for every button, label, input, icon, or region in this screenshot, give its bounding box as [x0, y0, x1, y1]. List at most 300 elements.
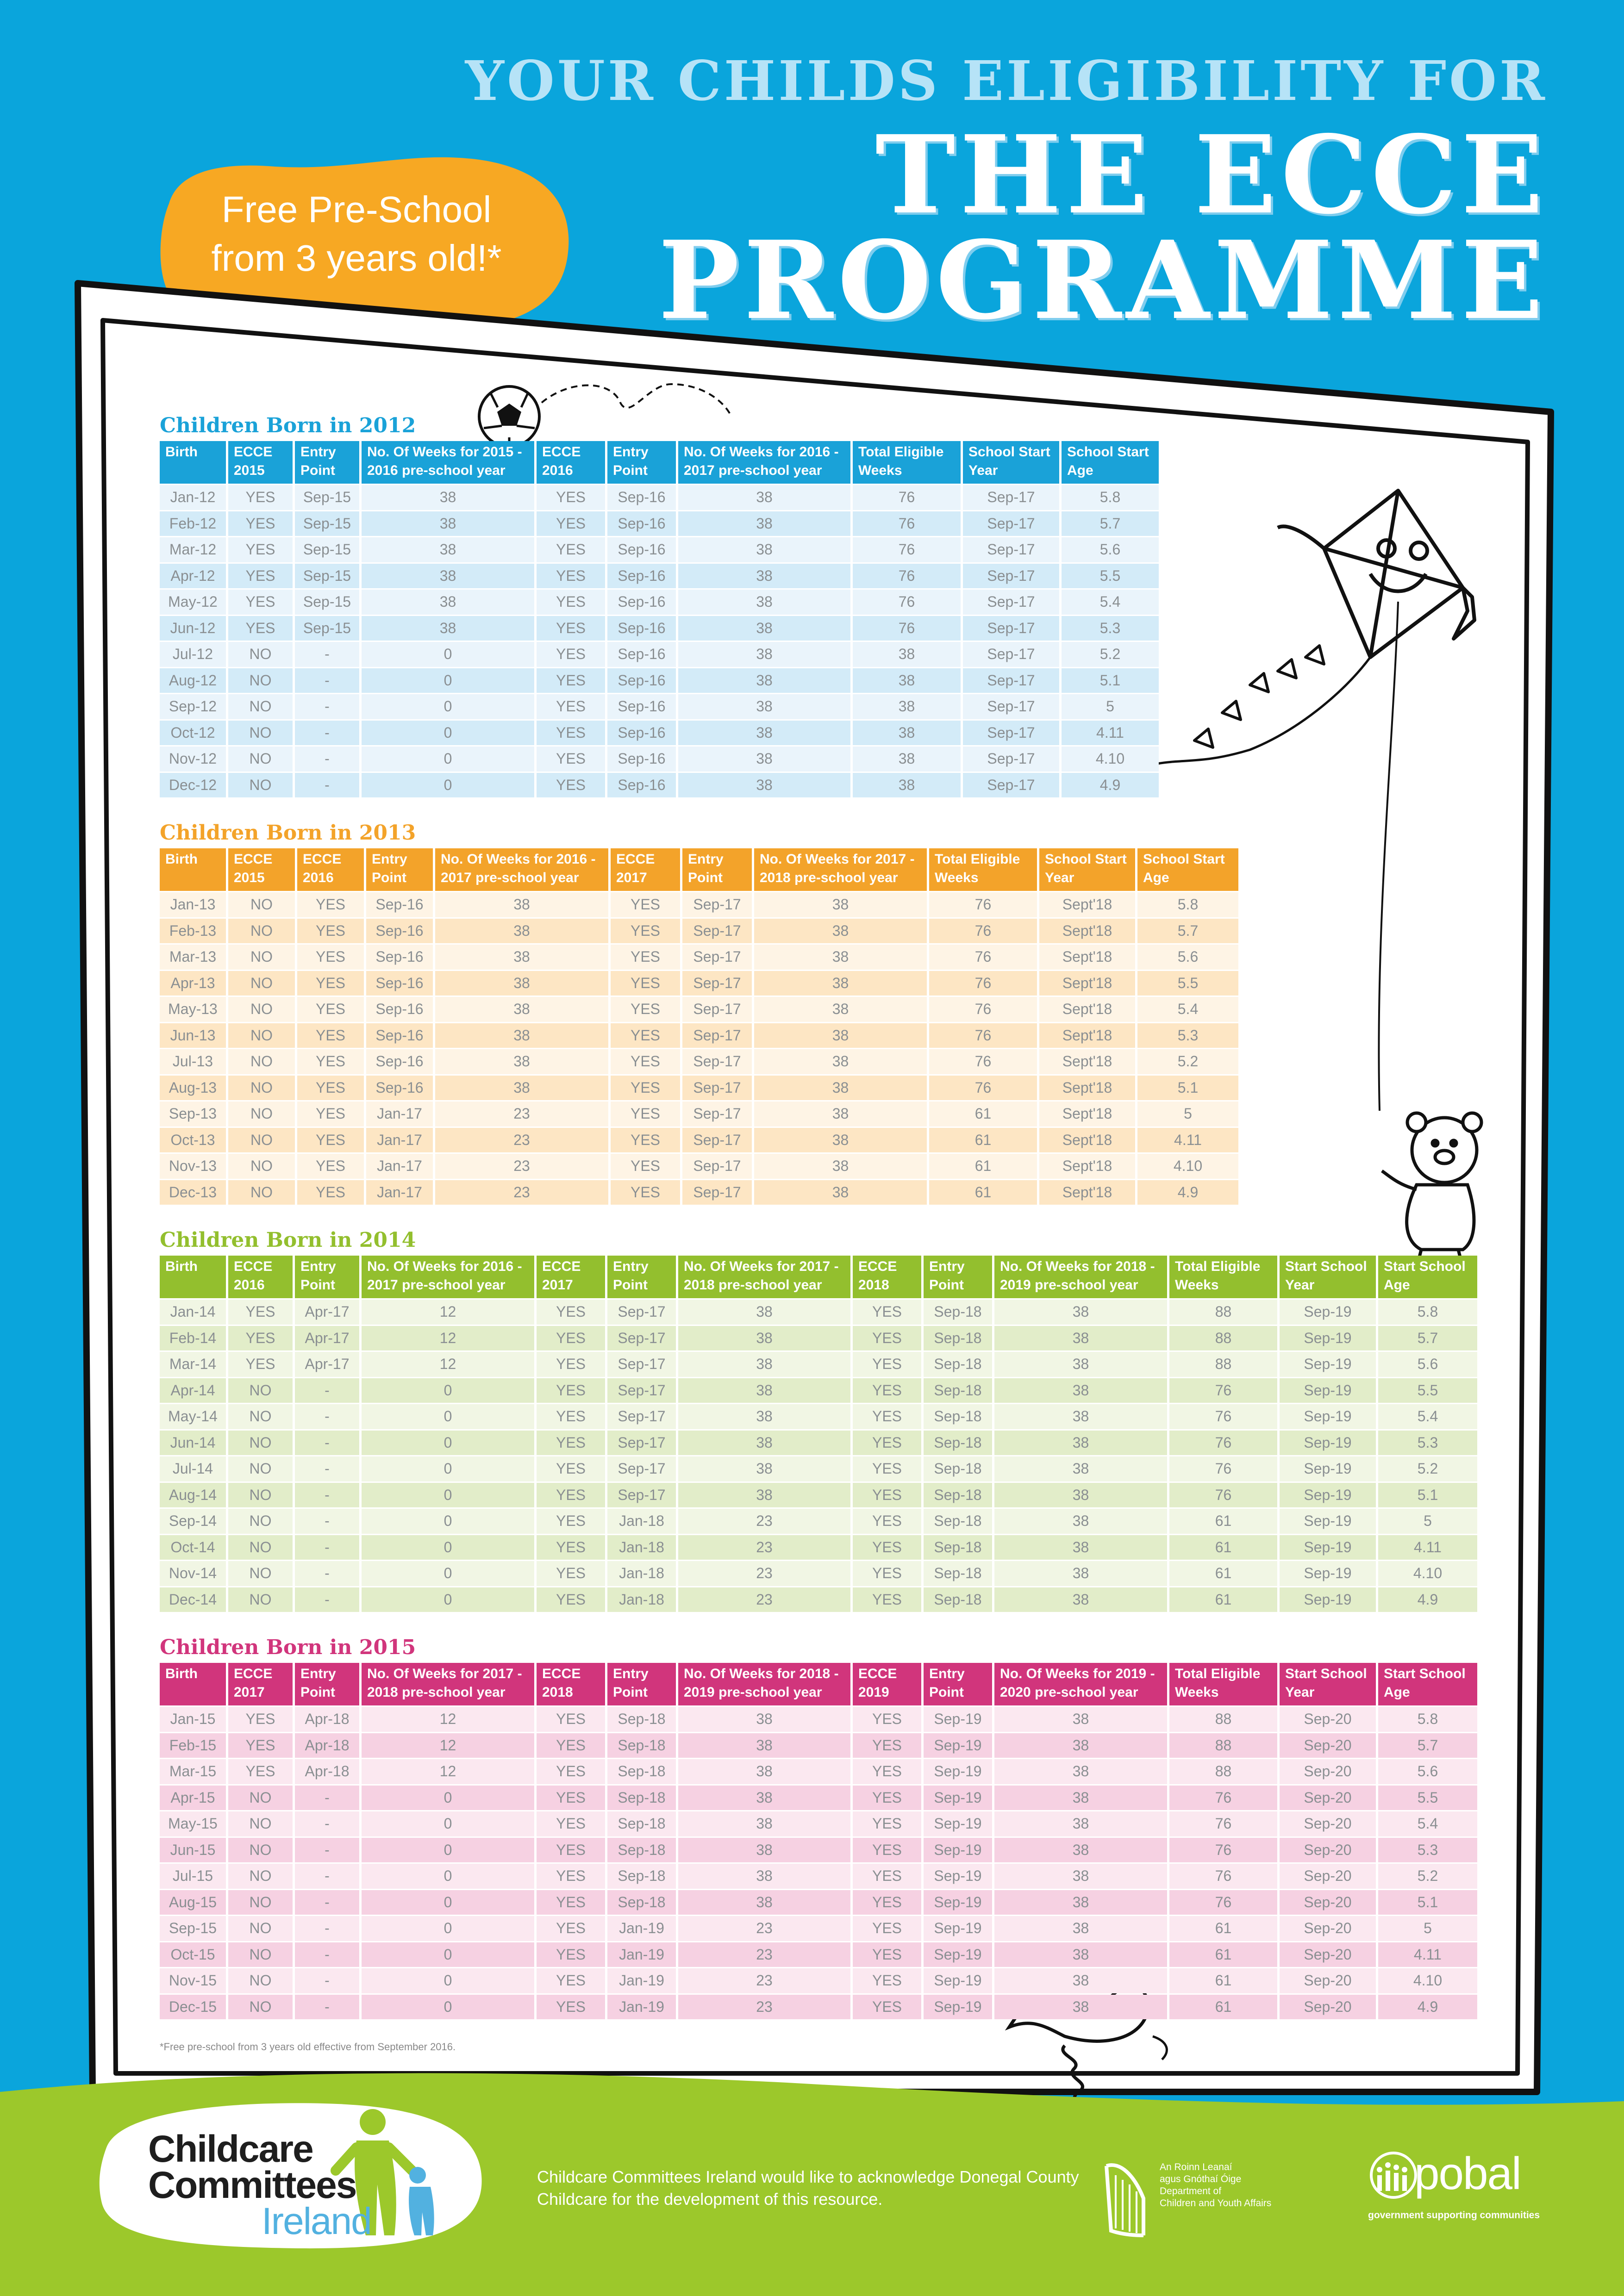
table-cell: YES: [853, 1942, 921, 1967]
table-cell: -: [295, 1561, 359, 1586]
table-cell: 4.10: [1378, 1968, 1477, 1993]
table-cell: Oct-15: [160, 1942, 226, 1967]
table-cell: YES: [537, 1509, 605, 1534]
table-cell: Sep-16: [607, 721, 676, 746]
table-cell: Sept'18: [1039, 1128, 1135, 1153]
table-cell: YES: [297, 997, 364, 1022]
table-cell: 38: [994, 1561, 1167, 1586]
table-cell: NO: [228, 1049, 295, 1074]
table-cell: 88: [1169, 1759, 1277, 1784]
table-cell: YES: [853, 1456, 921, 1481]
table-cell: Jan-18: [607, 1509, 676, 1534]
table-cell: Aug-15: [160, 1890, 226, 1915]
table-cell: 5: [1137, 1101, 1238, 1126]
table-cell: 38: [678, 747, 850, 772]
table-cell: 4.11: [1062, 721, 1159, 746]
table-cell: 76: [1169, 1890, 1277, 1915]
table-cell: 5.3: [1137, 1023, 1238, 1048]
section-title: Children Born in 2014: [160, 1228, 416, 1252]
table-cell: Sep-18: [924, 1509, 992, 1534]
table-cell: Mar-13: [160, 945, 226, 970]
table-cell: 76: [853, 590, 961, 615]
table-cell: YES: [537, 485, 605, 510]
table-cell: YES: [228, 1326, 293, 1351]
table-cell: Sept'18: [1039, 945, 1135, 970]
table-cell: YES: [537, 1483, 605, 1508]
table-cell: 5.2: [1062, 642, 1159, 667]
table-cell: 38: [994, 1838, 1167, 1863]
column-header: Entry Point: [607, 1663, 676, 1705]
table-cell: 38: [362, 485, 534, 510]
table-cell: Sep-17: [682, 1049, 752, 1074]
table-cell: Sep-19: [924, 1890, 992, 1915]
table-cell: YES: [228, 564, 293, 589]
table-cell: Sep-18: [607, 1811, 676, 1836]
column-header: Start School Year: [1280, 1256, 1376, 1298]
table-cell: 76: [853, 485, 961, 510]
table-cell: Sep-17: [963, 721, 1059, 746]
table-cell: Sep-19: [924, 1707, 992, 1732]
table-cell: 5.5: [1378, 1786, 1477, 1811]
table-cell: 38: [994, 1483, 1167, 1508]
table-cell: NO: [228, 1404, 293, 1429]
column-header: ECCE 2017: [228, 1663, 293, 1705]
table-cell: Jan-14: [160, 1300, 226, 1325]
table-cell: 76: [1169, 1378, 1277, 1403]
acknowledgement-text: Childcare Committees Ireland would like to acknowledge Donegal County Childcare for the development of this resource.: [537, 2167, 1079, 2209]
table-cell: 76: [929, 892, 1037, 917]
table-cell: Sep-15: [295, 590, 359, 615]
table-cell: 76: [853, 564, 961, 589]
table-cell: Sep-16: [607, 642, 676, 667]
table-cell: YES: [537, 616, 605, 641]
column-header: No. Of Weeks for 2015 - 2016 pre-school year: [362, 441, 534, 484]
table-cell: YES: [537, 1352, 605, 1377]
table-cell: 38: [994, 1509, 1167, 1534]
table-cell: YES: [537, 1535, 605, 1560]
table-cell: YES: [853, 1509, 921, 1534]
table-cell: 76: [929, 945, 1037, 970]
column-header: No. Of Weeks for 2018 - 2019 pre-school year: [678, 1663, 850, 1705]
table-cell: YES: [537, 590, 605, 615]
table-cell: -: [295, 1811, 359, 1836]
table-cell: 23: [435, 1180, 608, 1205]
table-cell: 38: [754, 1154, 927, 1179]
table-cell: NO: [228, 694, 293, 719]
table-cell: Sep-16: [366, 1076, 433, 1101]
table-cell: Sep-17: [682, 997, 752, 1022]
table-cell: Apr-14: [160, 1378, 226, 1403]
table-cell: 76: [929, 1049, 1037, 1074]
table-cell: YES: [853, 1483, 921, 1508]
table-cell: Oct-14: [160, 1535, 226, 1560]
table-cell: Apr-13: [160, 971, 226, 996]
column-header: No. Of Weeks for 2018 - 2019 pre-school year: [994, 1256, 1167, 1298]
table-cell: Apr-17: [295, 1300, 359, 1325]
table-cell: 38: [754, 1101, 927, 1126]
table-cell: 5: [1062, 694, 1159, 719]
table-cell: Oct-12: [160, 721, 226, 746]
footnote: *Free pre-school from 3 years old effective from September 2016.: [160, 2041, 456, 2053]
table-cell: Sep-18: [607, 1759, 676, 1784]
table-cell: Jan-18: [607, 1535, 676, 1560]
department-logo-text: [1160, 2161, 1345, 2209]
table-cell: Sep-16: [607, 485, 676, 510]
table-cell: YES: [228, 616, 293, 641]
table-cell: NO: [228, 971, 295, 996]
table-cell: Sep-17: [682, 1023, 752, 1048]
table-cell: NO: [228, 1154, 295, 1179]
table-cell: YES: [537, 1942, 605, 1967]
table-cell: 5.3: [1378, 1838, 1477, 1863]
column-header: ECCE 2017: [611, 848, 680, 891]
column-header: Entry Point: [295, 1256, 359, 1298]
table-cell: 0: [362, 1404, 534, 1429]
table-cell: Sep-19: [924, 1786, 992, 1811]
table-cell: YES: [537, 1431, 605, 1456]
table-cell: 23: [435, 1101, 608, 1126]
table-cell: YES: [853, 1707, 921, 1732]
table-cell: 38: [435, 1076, 608, 1101]
table-cell: Jan-19: [607, 1942, 676, 1967]
table-cell: YES: [537, 1707, 605, 1732]
table-cell: Feb-13: [160, 919, 226, 944]
table-cell: -: [295, 747, 359, 772]
table-cell: 38: [435, 892, 608, 917]
table-cell: YES: [297, 1049, 364, 1074]
table-cell: 61: [1169, 1587, 1277, 1612]
table-cell: 5.1: [1378, 1483, 1477, 1508]
table-cell: 0: [362, 1509, 534, 1534]
table-cell: YES: [853, 1378, 921, 1403]
table-cell: Aug-12: [160, 668, 226, 693]
table-cell: Sep-17: [963, 485, 1059, 510]
table-cell: Apr-17: [295, 1326, 359, 1351]
table-cell: 38: [853, 747, 961, 772]
table-cell: Sep-17: [607, 1431, 676, 1456]
table-cell: Sep-19: [1280, 1352, 1376, 1377]
column-header: No. Of Weeks for 2016 - 2017 pre-school year: [362, 1256, 534, 1298]
table-cell: -: [295, 642, 359, 667]
table-cell: 76: [853, 511, 961, 536]
table-cell: 4.11: [1378, 1942, 1477, 1967]
table-cell: NO: [228, 1942, 293, 1967]
table-cell: YES: [537, 721, 605, 746]
column-header: Entry Point: [366, 848, 433, 891]
table-cell: YES: [537, 668, 605, 693]
table-cell: 5.8: [1062, 485, 1159, 510]
table-cell: Nov-12: [160, 747, 226, 772]
table-cell: 38: [435, 919, 608, 944]
table-cell: 38: [678, 668, 850, 693]
table-cell: Sep-19: [924, 1733, 992, 1758]
table-cell: 4.11: [1378, 1535, 1477, 1560]
table-cell: Sep-17: [607, 1352, 676, 1377]
table-cell: Sep-20: [1280, 1916, 1376, 1941]
table-cell: 38: [435, 1023, 608, 1048]
column-header: ECCE 2019: [853, 1663, 921, 1705]
table-cell: 0: [362, 721, 534, 746]
table-cell: 76: [1169, 1404, 1277, 1429]
table-cell: Sep-17: [607, 1404, 676, 1429]
table-cell: May-15: [160, 1811, 226, 1836]
table-cell: Apr-17: [295, 1352, 359, 1377]
table-cell: Sept'18: [1039, 1154, 1135, 1179]
table-cell: YES: [611, 892, 680, 917]
table-cell: 38: [362, 616, 534, 641]
column-header: Total Eligible Weeks: [1169, 1256, 1277, 1298]
table-cell: Sep-17: [963, 694, 1059, 719]
column-header: Birth: [160, 441, 226, 484]
table-cell: 76: [853, 537, 961, 562]
table-cell: YES: [297, 1180, 364, 1205]
table-cell: 61: [1169, 1995, 1277, 2020]
table-cell: Dec-13: [160, 1180, 226, 1205]
table-cell: 23: [435, 1154, 608, 1179]
table-cell: NO: [228, 1561, 293, 1586]
table-cell: YES: [537, 1968, 605, 1993]
table-cell: 12: [362, 1733, 534, 1758]
table-cell: 4.9: [1378, 1587, 1477, 1612]
table-cell: 38: [754, 892, 927, 917]
pobal-tagline: government supporting communities: [1368, 2210, 1540, 2221]
table-cell: 0: [362, 1890, 534, 1915]
table-cell: -: [295, 1378, 359, 1403]
table-cell: Sep-12: [160, 694, 226, 719]
table-cell: 38: [362, 537, 534, 562]
table-cell: Sep-16: [607, 747, 676, 772]
table-cell: Sep-20: [1280, 1995, 1376, 2020]
column-header: Birth: [160, 1663, 226, 1705]
column-header: ECCE 2016: [228, 1256, 293, 1298]
table-cell: Sep-17: [607, 1483, 676, 1508]
table-cell: Oct-13: [160, 1128, 226, 1153]
table-cell: 38: [994, 1707, 1167, 1732]
table-cell: 23: [678, 1995, 850, 2020]
dept-line4: Children and Youth Affairs: [1160, 2198, 1272, 2209]
table-cell: NO: [228, 642, 293, 667]
table-cell: Jan-17: [366, 1154, 433, 1179]
table-cell: Apr-18: [295, 1707, 359, 1732]
column-header: School Start Year: [1039, 848, 1135, 891]
table-cell: 38: [678, 1707, 850, 1732]
table-cell: YES: [611, 997, 680, 1022]
table-cell: 4.9: [1137, 1180, 1238, 1205]
table-cell: Sep-19: [924, 1942, 992, 1967]
cci-line3: Ireland: [262, 2200, 371, 2242]
table-cell: YES: [537, 1759, 605, 1784]
column-header: Total Eligible Weeks: [1169, 1663, 1277, 1705]
table-cell: YES: [228, 485, 293, 510]
table-cell: YES: [611, 1101, 680, 1126]
table-cell: 0: [362, 1995, 534, 2020]
table-cell: 38: [362, 511, 534, 536]
column-header: Entry Point: [295, 1663, 359, 1705]
table-cell: NO: [228, 1180, 295, 1205]
table-cell: YES: [853, 1864, 921, 1889]
table-cell: Jan-19: [607, 1968, 676, 1993]
table-cell: 12: [362, 1300, 534, 1325]
table-cell: 23: [678, 1535, 850, 1560]
table-cell: Sep-18: [924, 1352, 992, 1377]
table-cell: 38: [994, 1811, 1167, 1836]
table-cell: Sep-19: [1280, 1326, 1376, 1351]
table-cell: Sept'18: [1039, 1180, 1135, 1205]
table-cell: 38: [994, 1890, 1167, 1915]
table-cell: Sep-15: [295, 616, 359, 641]
table-cell: 38: [678, 1811, 850, 1836]
table-cell: 38: [994, 1352, 1167, 1377]
table-cell: 76: [929, 971, 1037, 996]
table-cell: YES: [611, 1023, 680, 1048]
table-cell: 38: [754, 971, 927, 996]
table-cell: 4.10: [1137, 1154, 1238, 1179]
table-cell: YES: [228, 590, 293, 615]
table-cell: Apr-12: [160, 564, 226, 589]
table-cell: Jul-15: [160, 1864, 226, 1889]
table-cell: YES: [611, 971, 680, 996]
table-cell: YES: [537, 1378, 605, 1403]
table-cell: 5: [1378, 1916, 1477, 1941]
column-header: Entry Point: [924, 1256, 992, 1298]
table-cell: YES: [853, 1561, 921, 1586]
table-cell: YES: [228, 537, 293, 562]
table-cell: 0: [362, 1864, 534, 1889]
table-cell: Sep-19: [1280, 1483, 1376, 1508]
table-cell: Nov-13: [160, 1154, 226, 1179]
table-cell: -: [295, 1483, 359, 1508]
table-cell: Sep-17: [607, 1378, 676, 1403]
column-header: Start School Year: [1280, 1663, 1376, 1705]
table-cell: Sep-18: [607, 1786, 676, 1811]
table-cell: NO: [228, 1128, 295, 1153]
dept-line1: An Roinn Leanaí: [1160, 2162, 1232, 2172]
table-cell: 0: [362, 1916, 534, 1941]
table-cell: YES: [537, 1786, 605, 1811]
table-cell: YES: [853, 1587, 921, 1612]
table-cell: Sep-20: [1280, 1759, 1376, 1784]
table-cell: Sep-17: [963, 590, 1059, 615]
column-header: Entry Point: [682, 848, 752, 891]
table-cell: 61: [929, 1101, 1037, 1126]
table-cell: May-13: [160, 997, 226, 1022]
table-cell: 0: [362, 1811, 534, 1836]
table-cell: Sep-16: [366, 1049, 433, 1074]
table-cell: 38: [754, 945, 927, 970]
table-cell: Sep-15: [295, 485, 359, 510]
table-cell: Sep-13: [160, 1101, 226, 1126]
table-cell: Sep-16: [607, 511, 676, 536]
table-cell: 38: [435, 1049, 608, 1074]
table-cell: 38: [994, 1456, 1167, 1481]
table-cell: 76: [1169, 1483, 1277, 1508]
table-cell: 38: [362, 564, 534, 589]
table-cell: YES: [853, 1995, 921, 2020]
table-cell: YES: [537, 1890, 605, 1915]
table-cell: 23: [678, 1561, 850, 1586]
table-cell: Jan-19: [607, 1995, 676, 2020]
column-header: No. Of Weeks for 2017 - 2018 pre-school year: [362, 1663, 534, 1705]
table-cell: 38: [435, 997, 608, 1022]
table-cell: 5.6: [1378, 1352, 1477, 1377]
table-cell: YES: [537, 642, 605, 667]
table-cell: Sep-19: [924, 1995, 992, 2020]
table-cell: 0: [362, 694, 534, 719]
table-cell: NO: [228, 1890, 293, 1915]
table-cell: YES: [297, 945, 364, 970]
table-cell: -: [295, 773, 359, 798]
table-cell: YES: [537, 564, 605, 589]
table-cell: YES: [297, 1128, 364, 1153]
table-cell: Sept'18: [1039, 892, 1135, 917]
table-cell: 5.5: [1137, 971, 1238, 996]
table-cell: YES: [297, 1154, 364, 1179]
table-cell: 38: [678, 616, 850, 641]
table-cell: 38: [994, 1326, 1167, 1351]
table-cell: Mar-15: [160, 1759, 226, 1784]
table-cell: Sep-18: [924, 1535, 992, 1560]
table-cell: Sep-18: [924, 1300, 992, 1325]
table-cell: 38: [994, 1759, 1167, 1784]
section-title: Children Born in 2013: [160, 821, 416, 845]
column-header: No. Of Weeks for 2019 - 2020 pre-school year: [994, 1663, 1167, 1705]
table-cell: 38: [994, 1968, 1167, 1993]
table-cell: 38: [678, 694, 850, 719]
table-cell: 76: [929, 1076, 1037, 1101]
table-cell: Sep-17: [682, 1101, 752, 1126]
table-cell: -: [295, 1890, 359, 1915]
table-cell: 0: [362, 1838, 534, 1863]
column-header: School Start Year: [963, 441, 1059, 484]
table-cell: Sep-17: [963, 564, 1059, 589]
table-cell: 5.7: [1062, 511, 1159, 536]
table-cell: YES: [537, 1561, 605, 1586]
table-cell: Feb-14: [160, 1326, 226, 1351]
table-cell: Sept'18: [1039, 919, 1135, 944]
table-cell: YES: [537, 1587, 605, 1612]
table-cell: Sept'18: [1039, 971, 1135, 996]
table-cell: Sep-18: [924, 1431, 992, 1456]
table-cell: YES: [853, 1838, 921, 1863]
table-cell: 5.1: [1378, 1890, 1477, 1915]
table-cell: 23: [678, 1509, 850, 1534]
table-cell: Nov-15: [160, 1968, 226, 1993]
table-cell: 76: [929, 997, 1037, 1022]
table-cell: Jan-15: [160, 1707, 226, 1732]
table-cell: 38: [754, 1180, 927, 1205]
table-cell: 38: [754, 919, 927, 944]
table-cell: Sep-19: [1280, 1431, 1376, 1456]
table-cell: Sep-16: [607, 537, 676, 562]
table-cell: Jun-15: [160, 1838, 226, 1863]
table-cell: 38: [678, 1456, 850, 1481]
table-cell: -: [295, 1864, 359, 1889]
table-cell: 12: [362, 1759, 534, 1784]
table-cell: 61: [1169, 1942, 1277, 1967]
table-cell: 38: [678, 1352, 850, 1377]
table-cell: Sep-20: [1280, 1786, 1376, 1811]
table-cell: Sep-19: [1280, 1561, 1376, 1586]
table-cell: Sep-20: [1280, 1864, 1376, 1889]
table-cell: YES: [853, 1326, 921, 1351]
table-cell: 76: [1169, 1811, 1277, 1836]
table-cell: -: [295, 721, 359, 746]
table-cell: YES: [853, 1733, 921, 1758]
badge-line1: Free Pre-School: [221, 189, 492, 230]
table-cell: 23: [678, 1916, 850, 1941]
table-cell: NO: [228, 1456, 293, 1481]
table-cell: -: [295, 1535, 359, 1560]
